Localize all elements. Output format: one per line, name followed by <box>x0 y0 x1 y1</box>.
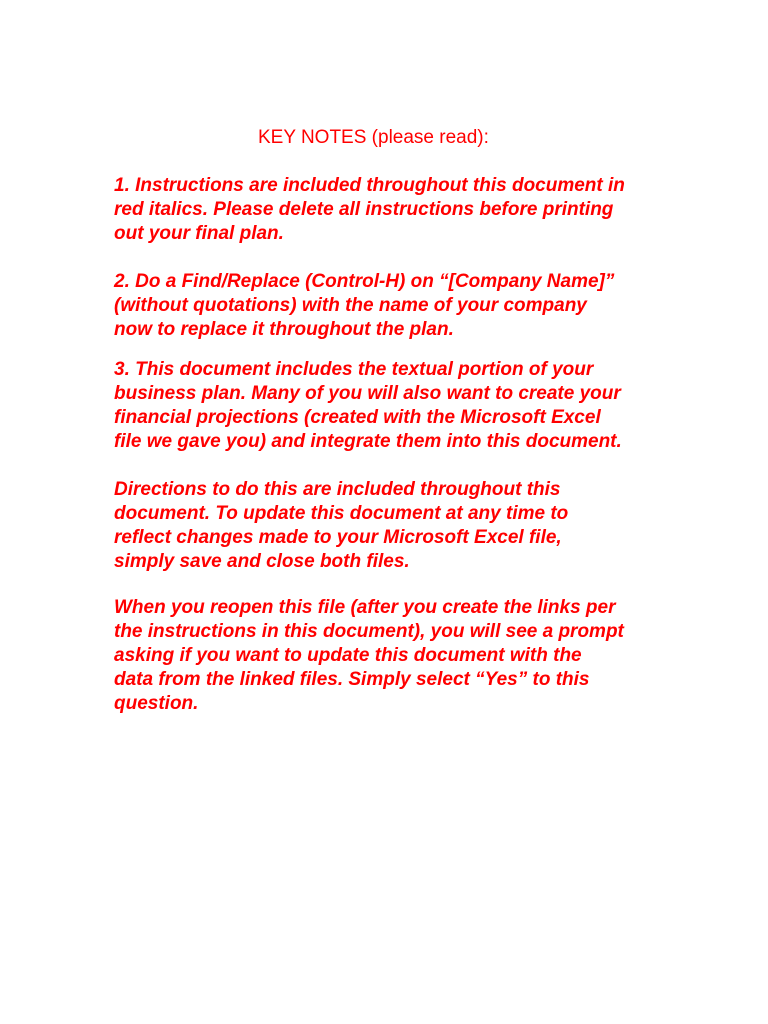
note-line: asking if you want to update this document with the <box>114 645 582 666</box>
note-line: document. To update this document at any time to <box>114 503 569 524</box>
note-line: When you reopen this file (after you create the links per <box>114 597 616 618</box>
note-line: the instructions in this document), you will see a prompt <box>114 621 624 642</box>
note-line: 1. Instructions are included throughout this document in <box>114 175 625 196</box>
note-paragraph-4 <box>114 478 674 574</box>
note-line: financial projections (created with the Microsoft Excel <box>114 407 601 428</box>
note-paragraph-2 <box>114 270 674 342</box>
note-line: out your final plan. <box>114 223 284 244</box>
note-line: business plan. Many of you will also want to create your <box>114 383 621 404</box>
note-line: Directions to do this are included throughout this <box>114 479 561 500</box>
note-line: now to replace it throughout the plan. <box>114 319 454 340</box>
note-paragraph-5 <box>114 596 674 716</box>
note-line: reflect changes made to your Microsoft Excel file, <box>114 527 562 548</box>
key-notes-heading: KEY NOTES (please read): <box>258 127 489 148</box>
note-line: red italics. Please delete all instructions before printing <box>114 199 614 220</box>
note-line: question. <box>114 693 199 714</box>
note-line: data from the linked files. Simply select “Yes” to this <box>114 669 590 690</box>
note-line: (without quotations) with the name of your company <box>114 295 587 316</box>
note-paragraph-1 <box>114 174 674 246</box>
note-line: simply save and close both files. <box>114 551 410 572</box>
note-paragraph-3 <box>114 358 674 454</box>
note-line: file we gave you) and integrate them into this document. <box>114 431 622 452</box>
note-line: 3. This document includes the textual portion of your <box>114 359 594 380</box>
note-line: 2. Do a Find/Replace (Control-H) on “[Company Name]” <box>114 271 615 292</box>
